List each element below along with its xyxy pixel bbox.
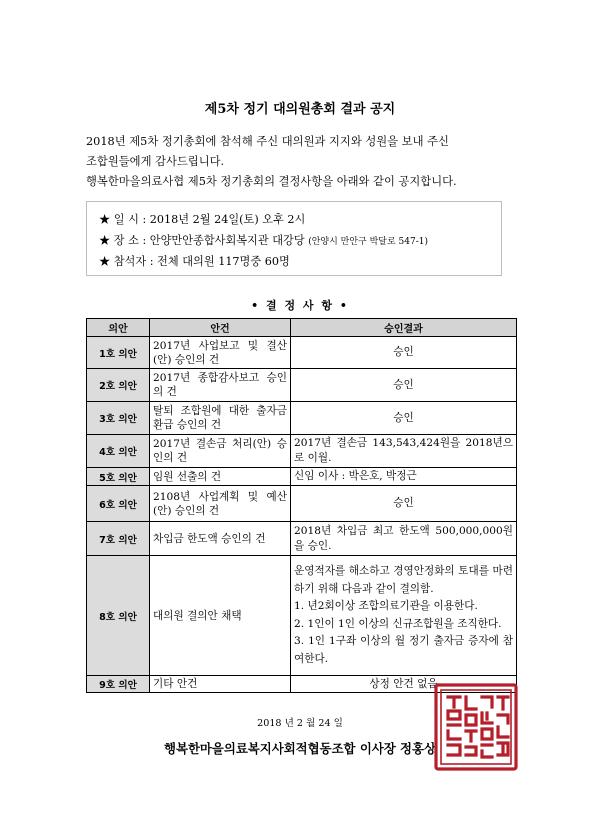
table-row xyxy=(87,435,517,468)
table-row xyxy=(87,556,517,676)
bill-agenda: 차입금 한도액 승인의 건 xyxy=(150,522,291,556)
bill-result: 신임 이사 : 박은호, 박정근 xyxy=(291,468,517,486)
official-seal-stamp xyxy=(432,681,520,773)
bill-agenda: 2108년 사업계획 및 예산(안) 승인의 건 xyxy=(150,486,291,522)
bill-result: 승인 xyxy=(291,402,517,435)
bill-result: 상정 안건 없음 xyxy=(291,676,517,693)
table-row xyxy=(87,369,517,402)
bill-number: 5호 의안 xyxy=(87,468,150,486)
bill-agenda: 탈퇴 조합원에 대한 출자금 환급 승인의 건 xyxy=(150,402,291,435)
meeting-attendees: ★ 참석자 : 전체 대의원 117명중 60명 xyxy=(99,255,290,268)
bill-number: 1호 의안 xyxy=(87,337,150,369)
header-result: 승인결과 xyxy=(291,319,517,337)
bill-number: 3호 의안 xyxy=(87,402,150,435)
result-line: 1. 년2회이상 조합의료기관을 이용한다. xyxy=(294,600,478,612)
bill-result: 승인 xyxy=(291,369,517,402)
bill-number: 4호 의안 xyxy=(87,435,150,468)
document-date: 2018 년 2 월 24 일 xyxy=(257,718,343,729)
page-title: 제5차 정기 대의원총회 결과 공지 xyxy=(204,102,396,117)
bill-number: 6호 의안 xyxy=(87,486,150,522)
meeting-place-detail: (안양시 만안구 박달로 547-1) xyxy=(308,237,429,247)
intro-line: 행복한마을의료사협 제5차 정기총회의 결정사항을 아래와 같이 공지합니다. xyxy=(86,175,457,188)
bill-agenda: 대의원 결의안 채택 xyxy=(150,556,291,676)
bill-number: 8호 의안 xyxy=(87,556,150,676)
table-row xyxy=(87,337,517,369)
bill-result: 승인 xyxy=(291,337,517,369)
decisions-table xyxy=(86,318,517,693)
table-row xyxy=(87,522,517,556)
bill-agenda: 2017년 종합감사보고 승인의 건 xyxy=(150,369,291,402)
bill-agenda: 2017년 결손금 처리(안) 승인의 건 xyxy=(150,435,291,468)
header-bill: 의안 xyxy=(87,319,150,337)
result-line: 운영적자를 해소하고 경영안정화의 토대를 마련하기 위해 다음과 같이 결의함. xyxy=(294,565,513,595)
table-header-row xyxy=(87,319,517,337)
bill-number: 2호 의안 xyxy=(87,369,150,402)
intro-line: 조합원들에게 감사드립니다. xyxy=(86,155,225,168)
intro-line: 2018년 제5차 정기총회에 참석해 주신 대의원과 지지와 성원을 보내 주신 xyxy=(86,135,449,148)
result-line: 2. 1인이 1인 이상의 신규조합원을 조직한다. xyxy=(294,617,502,630)
bill-result: 승인 xyxy=(291,486,517,522)
table-row xyxy=(87,468,517,486)
bill-result: 2017년 결손금 143,543,424원을 2018년으로 이월. xyxy=(291,435,517,468)
bill-agenda: 임원 선출의 건 xyxy=(150,468,291,486)
table-row xyxy=(87,402,517,435)
bill-result: 2018년 차입금 최고 한도액 500,000,000원을 승인. xyxy=(291,522,517,556)
table-row xyxy=(87,486,517,522)
bill-number: 9호 의안 xyxy=(87,676,150,693)
meeting-place-row xyxy=(99,232,428,248)
section-title: • 결 정 사 항 • xyxy=(251,299,349,312)
bill-agenda: 기타 안건 xyxy=(150,676,291,693)
bill-result-list xyxy=(291,556,517,676)
bill-agenda: 2017년 사업보고 및 결산(안) 승인의 건 xyxy=(150,337,291,369)
meeting-date: ★ 일 시 : 2018년 2월 24일(토) 오후 2시 xyxy=(99,213,306,226)
seal-icon xyxy=(432,681,520,773)
intro-paragraph xyxy=(86,132,526,192)
meeting-place: ★ 장 소 : 안양만안종합사회복지관 대강당 xyxy=(99,234,305,247)
header-agenda: 안건 xyxy=(150,319,291,337)
meeting-info-box xyxy=(86,201,502,276)
signer-name: 행복한마을의료복지사회적협동조합 이사장 정홍상 xyxy=(164,741,436,756)
result-line: 3. 1인 1구좌 이상의 월 정기 출자금 증자에 참여한다. xyxy=(294,635,513,665)
bill-number: 7호 의안 xyxy=(87,522,150,556)
